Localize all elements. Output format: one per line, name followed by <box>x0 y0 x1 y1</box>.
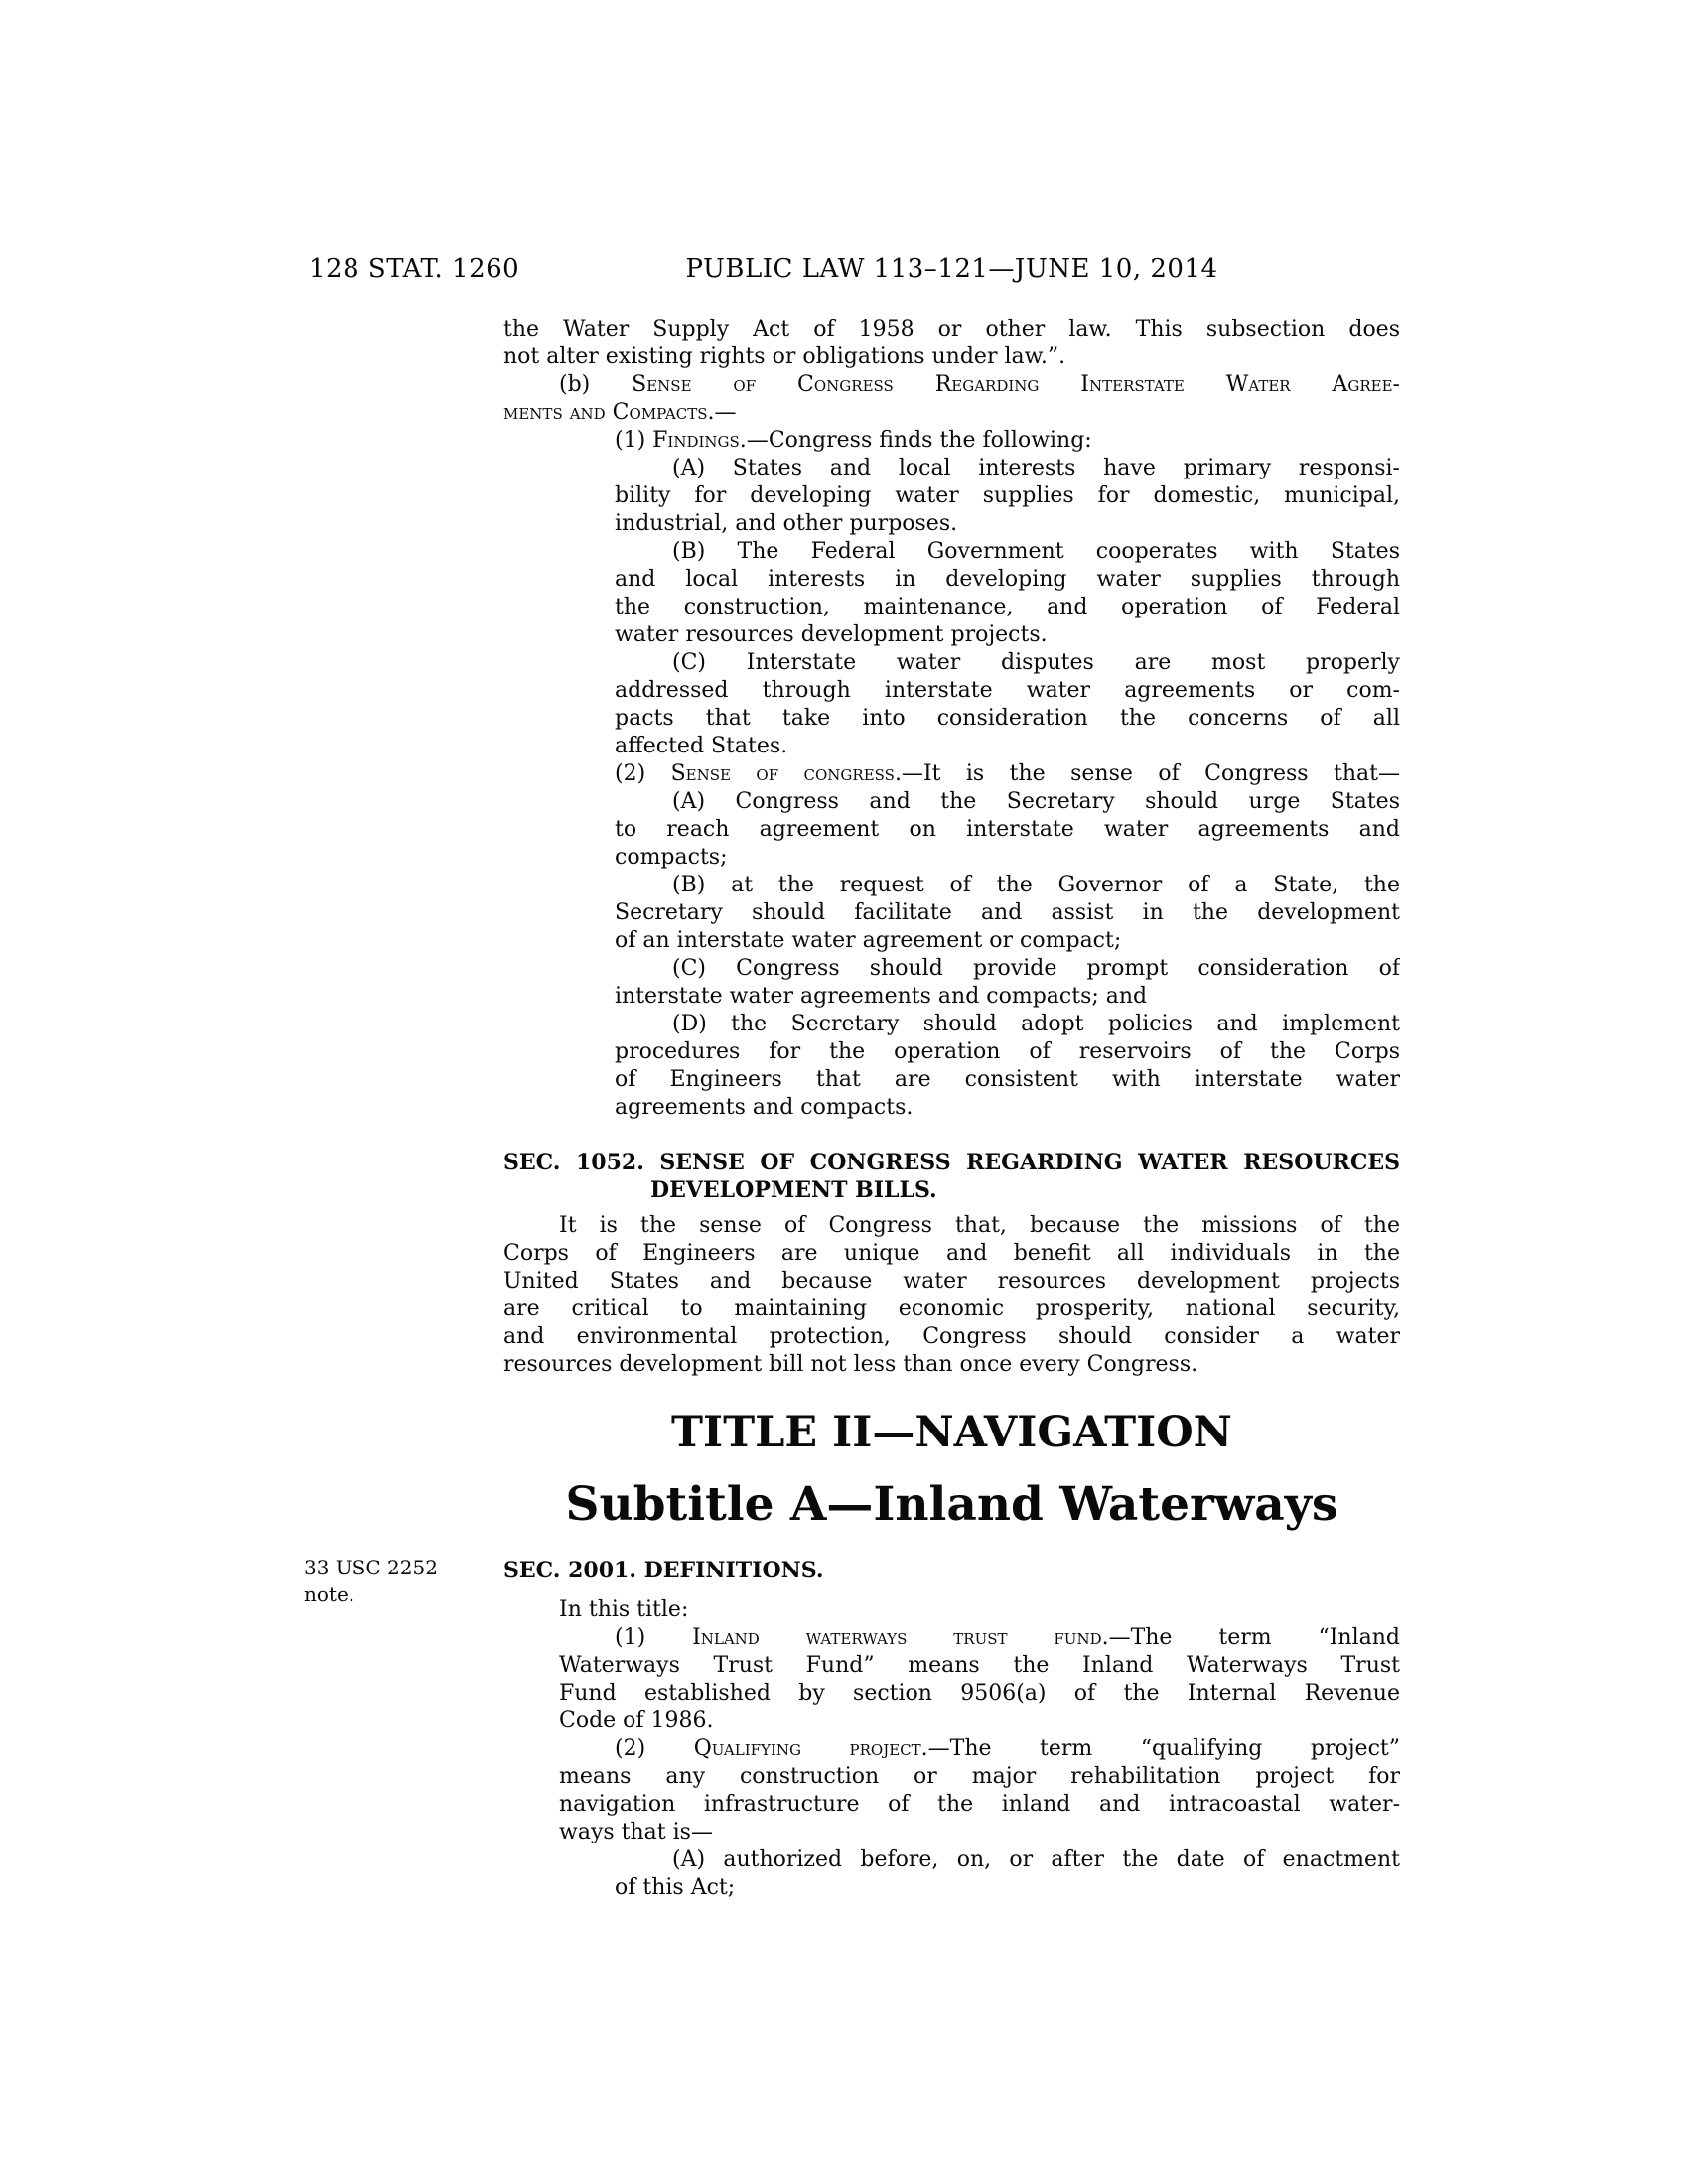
text-line <box>503 649 1400 677</box>
text-segment: It is the sense of Congress that— <box>922 761 1400 786</box>
text-segment: (A) authorized before, on, or after the date of enactment <box>672 1847 1400 1872</box>
text-segment: of this Act; <box>615 1875 736 1900</box>
text-segment: (b) <box>559 372 633 397</box>
text-line <box>503 1763 1400 1791</box>
text-segment: United States and because water resources development projects <box>503 1269 1400 1294</box>
margin-note-line: note. <box>304 1582 355 1606</box>
text-line <box>503 983 1400 1011</box>
text-segment: interstate water agreements and compacts; and <box>615 984 1148 1009</box>
text-line <box>503 1791 1400 1819</box>
text-segment: water resources development projects. <box>615 622 1048 647</box>
small-caps-segment: Qualifying project.— <box>693 1736 950 1761</box>
text-line <box>503 1323 1400 1351</box>
text-segment: (D) the Secretary should adopt policies and implement <box>672 1012 1400 1036</box>
text-line <box>503 316 1400 343</box>
text-line <box>503 705 1400 733</box>
text-line <box>503 1624 1400 1652</box>
law-header: PUBLIC LAW 113–121—JUNE 10, 2014 <box>685 254 1218 284</box>
text-segment: The term “qualifying project” <box>949 1736 1400 1761</box>
text-segment: and local interests in developing water supplies through <box>615 567 1400 592</box>
section-heading-line: SEC. 2001. DEFINITIONS. <box>503 1558 824 1583</box>
text-line <box>503 955 1400 983</box>
text-line <box>503 1351 1400 1379</box>
text-line <box>503 1846 1400 1874</box>
text-line <box>503 1268 1400 1296</box>
text-segment: Congress finds the following: <box>768 428 1092 453</box>
document-body <box>503 316 1400 1902</box>
small-caps-segment: Sense of congress.— <box>670 761 923 786</box>
text-segment: addressed through interstate water agreements or com- <box>615 678 1400 703</box>
text-segment: In this title: <box>559 1597 689 1622</box>
text-segment: are critical to maintaining economic prosperity, national security, <box>503 1297 1400 1321</box>
text-segment: (C) Interstate water disputes are most properly <box>672 650 1400 675</box>
text-segment: not alter existing rights or obligations under law.”. <box>503 344 1066 369</box>
text-line <box>503 566 1400 594</box>
text-segment: bility for developing water supplies for domestic, municipal, <box>615 483 1400 508</box>
text-line <box>503 427 1400 455</box>
text-line <box>503 1680 1400 1707</box>
text-line <box>503 816 1400 844</box>
text-segment: resources development bill not less than once every Congress. <box>503 1352 1198 1377</box>
text-line <box>503 788 1400 816</box>
text-line <box>503 1296 1400 1323</box>
text-segment: (2) <box>615 1736 694 1761</box>
text-line <box>503 1038 1400 1066</box>
text-line <box>503 343 1400 371</box>
text-line <box>503 621 1400 649</box>
section-heading-line: DEVELOPMENT BILLS. <box>650 1177 937 1203</box>
small-caps-segment: Sense of Congress Regarding Interstate Water Agree- <box>632 372 1400 397</box>
text-segment: pacts that take into consideration the concerns of all <box>615 706 1400 731</box>
title-heading: TITLE II—NAVIGATION <box>671 1408 1232 1457</box>
text-line <box>503 899 1400 927</box>
text-line <box>503 927 1400 955</box>
text-line <box>503 1212 1400 1240</box>
text-segment: affected States. <box>615 734 788 758</box>
text-line <box>503 733 1400 760</box>
section-heading <box>503 1557 1400 1584</box>
section-heading-line: SEC. 1052. SENSE OF CONGRESS REGARDING WATER RESOURCES <box>503 1150 1400 1175</box>
text-segment: means any construction or major rehabilitation project for <box>559 1764 1400 1789</box>
text-segment: agreements and compacts. <box>615 1095 914 1120</box>
text-segment: procedures for the operation of reservoirs of the Corps <box>615 1039 1400 1064</box>
text-line <box>503 1874 1400 1902</box>
text-segment: Fund established by section 9506(a) of the Internal Revenue <box>559 1681 1400 1706</box>
text-line <box>503 510 1400 538</box>
text-segment: (1) <box>615 1625 693 1650</box>
text-segment: (C) Congress should provide prompt consideration of <box>672 956 1400 981</box>
text-segment: The term “Inland <box>1130 1625 1400 1650</box>
text-line <box>503 1735 1400 1763</box>
text-segment: and environmental protection, Congress should consider a water <box>503 1324 1400 1349</box>
text-line <box>503 1094 1400 1122</box>
subtitle-heading: Subtitle A—Inland Waterways <box>565 1477 1338 1532</box>
text-segment: Secretary should facilitate and assist in the development <box>615 900 1400 925</box>
text-segment: compacts; <box>615 845 728 870</box>
text-line <box>503 538 1400 566</box>
text-segment: (1) <box>615 428 653 453</box>
text-segment: It is the sense of Congress that, because the missions of the <box>559 1213 1400 1238</box>
text-line <box>503 594 1400 621</box>
text-segment: navigation infrastructure of the inland and intracoastal water- <box>559 1792 1400 1817</box>
section-heading <box>503 1149 1400 1204</box>
text-segment: of an interstate water agreement or compact; <box>615 928 1122 953</box>
text-line <box>503 1707 1400 1735</box>
text-line <box>503 844 1400 872</box>
text-segment: of Engineers that are consistent with interstate water <box>615 1067 1400 1092</box>
text-line <box>503 1011 1400 1038</box>
text-segment: ways that is— <box>559 1820 713 1844</box>
text-line <box>503 1240 1400 1268</box>
text-line <box>503 1066 1400 1094</box>
small-caps-segment: ments and Compacts.— <box>503 400 737 425</box>
text-line <box>503 482 1400 510</box>
text-segment: (B) at the request of the Governor of a State, the <box>672 873 1400 897</box>
margin-note <box>304 1555 483 1608</box>
small-caps-segment: Inland waterways trust fund.— <box>692 1625 1131 1650</box>
text-segment: (A) Congress and the Secretary should urge States <box>672 789 1400 814</box>
text-line <box>503 1596 1400 1624</box>
text-segment: (A) States and local interests have primary responsi- <box>672 456 1400 480</box>
text-line <box>503 399 1400 427</box>
text-line <box>503 455 1400 482</box>
stat-page-number: 128 STAT. 1260 <box>309 254 520 284</box>
margin-note-line: 33 USC 2252 <box>304 1556 438 1579</box>
text-segment: industrial, and other purposes. <box>615 511 958 536</box>
text-segment: (2) <box>615 761 671 786</box>
text-line <box>503 1652 1400 1680</box>
text-line <box>503 371 1400 399</box>
text-segment: the Water Supply Act of 1958 or other law. This subsection does <box>503 317 1400 341</box>
text-line <box>503 1819 1400 1846</box>
text-segment: the construction, maintenance, and operation of Federal <box>615 595 1400 619</box>
text-line <box>503 872 1400 899</box>
text-segment: to reach agreement on interstate water agreements and <box>615 817 1400 842</box>
text-segment: Waterways Trust Fund” means the Inland Waterways Trust <box>559 1653 1400 1678</box>
text-segment: Code of 1986. <box>559 1708 714 1733</box>
small-caps-segment: Findings.— <box>652 428 769 453</box>
text-segment: Corps of Engineers are unique and benefit all individuals in the <box>503 1241 1400 1266</box>
text-line <box>503 677 1400 705</box>
text-line <box>503 760 1400 788</box>
text-segment: (B) The Federal Government cooperates with States <box>672 539 1400 564</box>
